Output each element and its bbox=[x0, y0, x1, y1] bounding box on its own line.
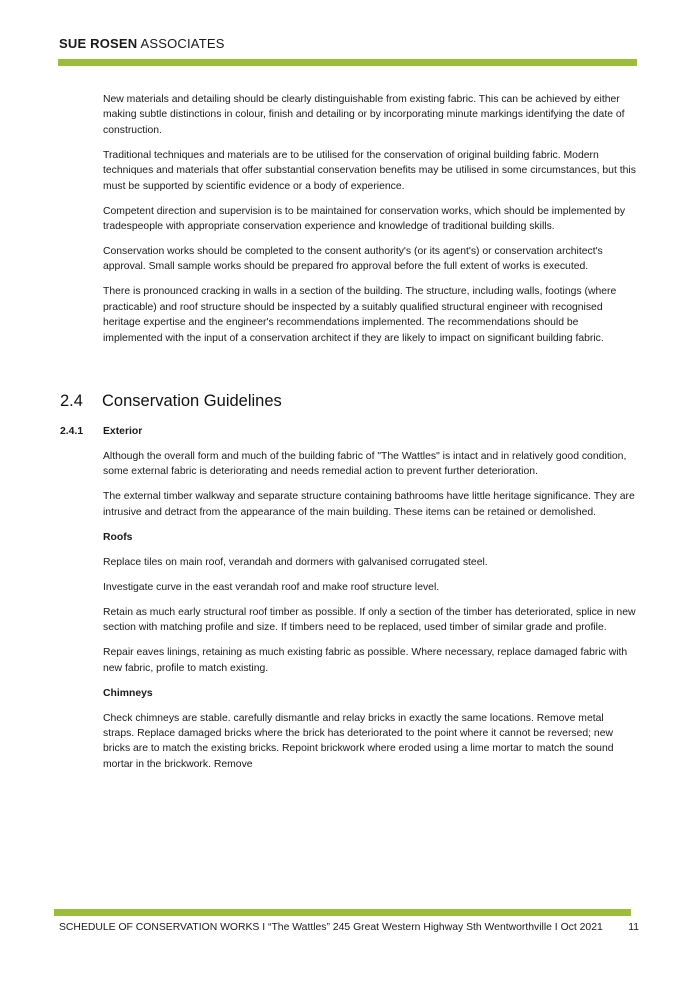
page-number: 11 bbox=[628, 922, 639, 933]
brand-name-rest: ASSOCIATES bbox=[140, 36, 225, 51]
footer-text: SCHEDULE OF CONSERVATION WORKS I “The Wattles” 245 Great Western Highway Sth Wentworthville I Oct 2021 bbox=[59, 922, 603, 933]
brand-name-bold: SUE ROSEN bbox=[59, 36, 138, 51]
section-heading bbox=[60, 392, 282, 411]
paragraph: Repair eaves linings, retaining as much existing fabric as possible. Where necessary, replace damaged fabric with new fabric, profile to match existing. bbox=[103, 647, 628, 674]
subsection-title: Exterior bbox=[103, 426, 143, 437]
chimneys-heading: Chimneys bbox=[103, 687, 153, 699]
brand-header bbox=[59, 36, 225, 51]
paragraph: There is pronounced cracking in walls in a section of the building. The structure, including walls, footings (where practicable) and roof structure should be inspected by a suitably qualified structural engineer with recognised heritage expertise and the engineer's recommendations implemented. The recommendations should be implemented with the input of a conservation architect if they are likely to impact on significant building fabric. bbox=[103, 286, 617, 344]
subsection-heading bbox=[60, 426, 142, 437]
paragraph: Investigate curve in the east verandah roof and make roof structure level. bbox=[103, 581, 440, 593]
paragraph: Traditional techniques and materials are to be utilised for the conservation of original building fabric. Modern techniques and materials that offer substantial conservation benefits may be utilised in some circumstances, but this must be supported by scientific evidence or a body of experience. bbox=[103, 149, 636, 192]
footer-rule bbox=[54, 909, 631, 916]
paragraph: Although the overall form and much of the building fabric of "The Wattles" is intact and in relatively good condition, some external fabric is deteriorating and needs remedial action to prevent further deterioration. bbox=[103, 451, 627, 478]
paragraph: Replace tiles on main roof, verandah and dormers with galvanised corrugated steel. bbox=[103, 556, 488, 568]
section-number: 2.4 bbox=[60, 392, 83, 410]
paragraph: Check chimneys are stable. carefully dismantle and relay bricks in exactly the same locations. Remove metal straps. Replace damaged bricks where the brick has deteriorated to the point where it cannot be reversed; new bricks are to match the existing bricks. Repoint brickwork where eroded using a lime mortar to match the sound mortar in the brickwork. Remove bbox=[103, 712, 614, 770]
page-footer bbox=[59, 922, 639, 933]
roofs-heading: Roofs bbox=[103, 531, 133, 543]
intro-block bbox=[103, 92, 637, 356]
paragraph: The external timber walkway and separate structure containing bathrooms have little heritage significance. They are intrusive and detract from the appearance of the main building. These items can be retained or demolished. bbox=[103, 491, 635, 518]
paragraph: Conservation works should be completed to the consent authority's (or its agent's) or conservation architect's approval. Small sample works should be prepared fro approval before the full extent of works is executed. bbox=[103, 246, 603, 273]
subsection-number: 2.4.1 bbox=[60, 426, 84, 437]
paragraph: Competent direction and supervision is to be maintained for conservation works, which should be implemented by tradespeople with appropriate conservation experience and knowledge of traditional building skills. bbox=[103, 205, 626, 233]
paragraph: New materials and detailing should be clearly distinguishable from existing fabric. This can be achieved by either making subtle distinctions in colour, finish and detailing or by incorporating minute markings identifying the date of construction. bbox=[103, 94, 625, 136]
section-title: Conservation Guidelines bbox=[102, 392, 282, 410]
paragraph: Retain as much early structural roof timber as possible. If only a section of the timber has deteriorated, splice in new section with matching profile and size. If timbers need to be replaced, used timber of similar grade and profile. bbox=[103, 606, 636, 634]
exterior-block bbox=[103, 449, 637, 782]
header-rule bbox=[58, 59, 637, 66]
